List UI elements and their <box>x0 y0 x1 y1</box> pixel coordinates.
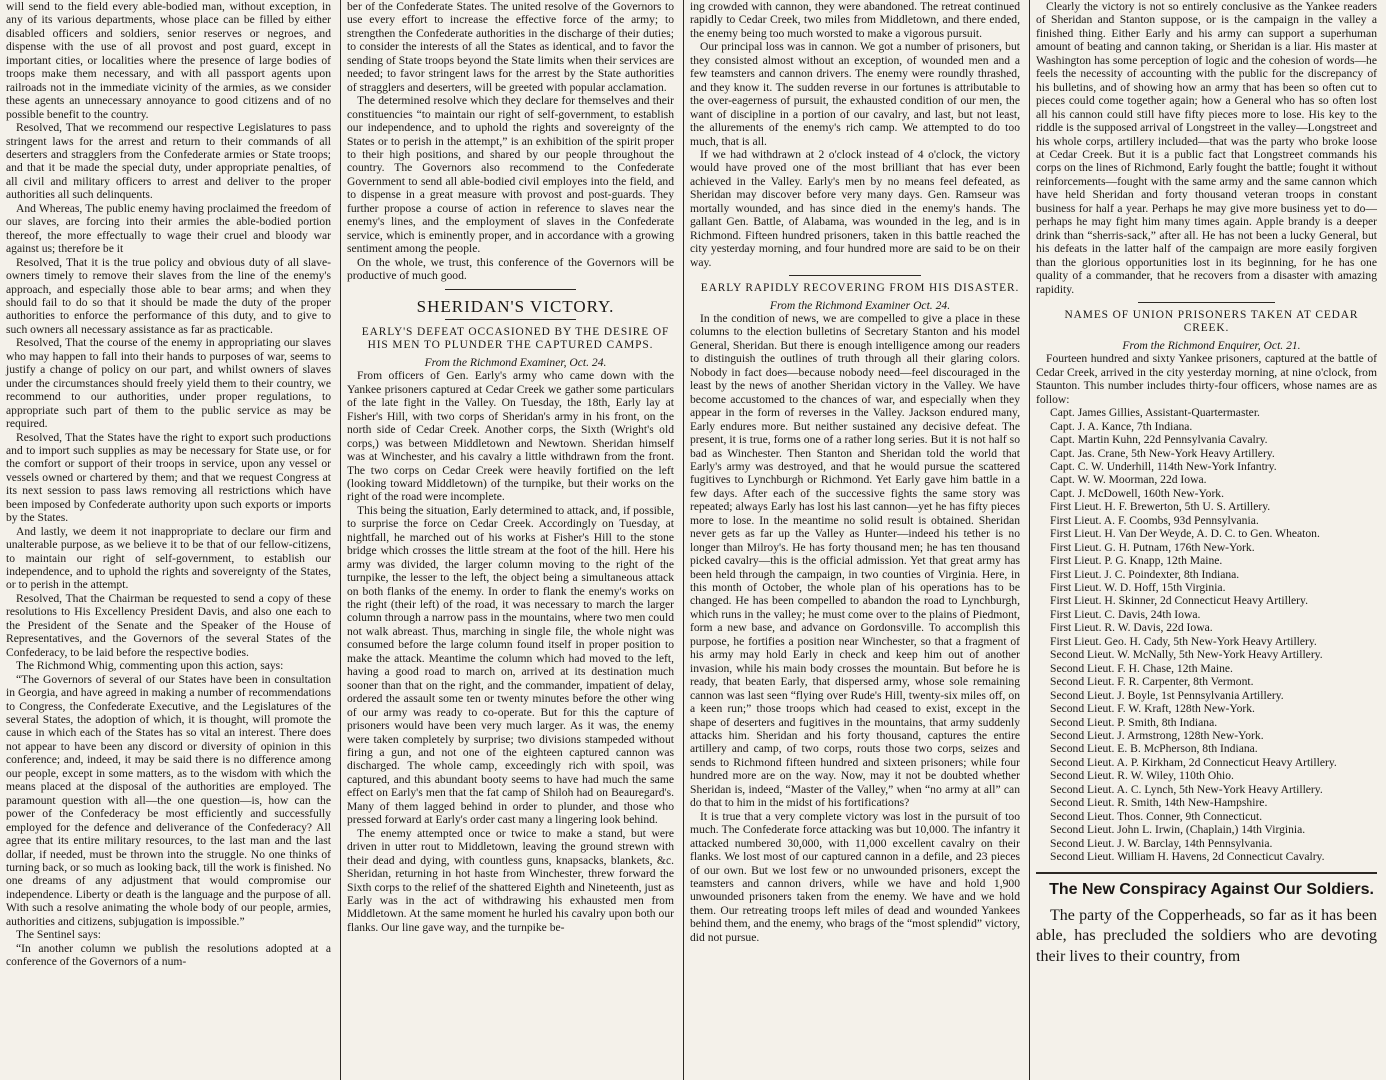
article-heading: SHERIDAN'S VICTORY. <box>416 296 615 316</box>
paragraph: And lastly, we deem it not inappropriate to declare our firm and unalterable purpose, as we believe it to be that of our fellow-citizens, to maintain our right of self-government, to establish our independence, and to uphold the rights and sovereignty of the States, or to perish in the attempt. <box>6 524 331 592</box>
paragraph: If we had withdrawn at 2 o'clock instead of 4 o'clock, the victory would have proved one of the most brilliant that has ever been achieved in the Valley. Early's men by no means feel defeated, as Sheridan may discover before very many days. Gen. Ramseur was mortally wounded, and has since died in the enemy's hands. The gallant Gen. Battle, of Alabama, was wounded in the leg, and is in Richmond. Fifteen hundred prisoners, taken in this battle reached the city yesterday morning, and four hundred more are said to be on their way. <box>690 147 1020 269</box>
list-item: Capt. W. W. Moorman, 22d Iowa. <box>1050 473 1207 487</box>
paragraph: Fourteen hundred and sixty Yankee prisoners, captured at the battle of Cedar Creek, arrived in the city yesterday morning, at nine o'clock, from Staunton. This number includes thirty-four officers, whose names are as follow: <box>1036 352 1377 406</box>
next-article-title: The New Conspiracy Against Our Soldiers. <box>1049 880 1374 898</box>
paragraph: From officers of Gen. Early's army who came down with the Yankee prisoners captured at Cedar Creek we gather some particulars of the late fight in the Valley. On Tuesday, the 18th, Early lay at Fisher's Hill, with two corps of Sheridan's army in his front, on the north side of Cedar Creek. Another corps, the Sixth (Wright's old corps,) was between Middletown and Newtown. Sheridan himself was at Winchester, and his cavalry a little withdrawn from the front. The two corps on Cedar Creek were heavily fortified on the left (looking toward Middletown) of the turnpike, but their works on the right of the road were incomplete. <box>347 369 674 504</box>
divider <box>789 275 921 276</box>
list-item: First Lieut. A. F. Coombs, 93d Pennsylvania. <box>1050 513 1259 527</box>
list-item: First Lieut. P. G. Knapp, 12th Maine. <box>1050 554 1223 568</box>
list-item: Capt. Martin Kuhn, 22d Pennsylvania Cavalry. <box>1050 433 1268 447</box>
column-1 <box>0 0 340 1080</box>
prisoner-name-list <box>1036 406 1377 863</box>
list-item: Second Lieut. R. Smith, 14th New-Hampshire. <box>1050 796 1268 810</box>
quoted-paragraph: “The Governors of several of our States have been in consultation in Georgia, and have agreed in making a number of recommendations to Congress, the Confederate Executive, and the Legislatures of the several States, the adoption of which, it is thought, will promote the cause in which each of the States has so vital an interest. There does not appear to have been any discord or diversity of opinion in this conference; and, indeed, it may be said there is no difference among our people, except in some matters, as to the wisdom with which the means placed at the disposal of the authorities are employed. The paramount question with all—the one question—is, how can the power of the Confederacy be most efficiently and successfully employed for the defence and deliverance of the Confederacy? All agree that its entire military resources, to the last man and the last dollar, if needed, must be thrown into the struggle. No one thinks of turning back, or so much as looking back, till the work is finished. No one dreams of any adjustment that would compromise our independence. Liberty or death is the language and the purpose of all. With such a resolve animating the whole body of our people, armies, authorities and citizens, subjugation is impossible.” <box>6 672 331 928</box>
paragraph: ber of the Confederate States. The united resolve of the Governors to use every effort to increase the effective force of the army; to strengthen the Confederate authorities in the discharge of their duties; to consider the interests of all the States as identical, and to favor the sending of State troops beyond the State limits when their services are needed; to favor stringent laws for the arrest by the State authorities of stragglers and deserters, will be greeted with popular acclamation. <box>347 0 674 94</box>
paragraph: It is true that a very complete victory was lost in the pursuit of too much. The Confederate force attacking was but 10,000. The infantry it attacked numbered 30,000, with 11,000 excellent cavalry on their flanks. We lost most of our captured cannon in a defile, and 23 pieces of our own. But we lost few or no unwounded prisoners, except the teamsters and cannon drivers, while we have and hold 1,900 unwounded prisoners taken from the enemy. We have and we hold them. Our retreating troops left miles of dead and wounded Yankees behind them, and the enemy, who brags of the “most splendid” victory, did not pursue. <box>690 809 1020 944</box>
list-item: Capt. J. A. Kance, 7th Indiana. <box>1050 419 1193 433</box>
article-source: From the Richmond Enquirer, Oct. 21. <box>1122 338 1301 352</box>
list-item: Capt. James Gillies, Assistant-Quartermaster. <box>1050 406 1260 420</box>
paragraph: Clearly the victory is not so entirely conclusive as the Yankee readers of Sheridan and Stanton suppose, or is the campaign in the valley a finished thing. Either Early and his army can support a superhuman amount of beating and cannon taking, or Sheridan is a liar. His master at Washington has some perception of logic and the cohesion of words—he feels the necessity of accounting with the public for the discrepancy of his bulletins, and of showing how an army that has been so often cut to pieces could come together again; how a General who has so often lost all his cannon could still have fifty pieces more to lose. His key to the riddle is the supposed arrival of Longstreet in the valley—Longstreet and his whole corps, artillery included—that was the party who broke loose at Cedar Creek. But it is a public fact that Longstreet commands his corps on the lines of Richmond, Early fought the battle; fought it without reinforcements—fought with the same army and the same cannon which have held Sheridan and forty thousand veteran troops in constant business for half a year. Perhaps he may give more business yet to do—perhaps he may fight him many times again. Apple brandy is a deeper drink than “sherris-sack,” after all. He has not been a lucky General, but his defeats in the latter half of the campaign are more easily forgiven than the glorious opportunities lost in its beginning, for he has one quality of a commander, that he recovers from a disaster with amazing rapidity. <box>1036 0 1377 296</box>
article-heading: NAMES OF UNION PRISONERS TAKEN AT CEDAR CREEK. <box>1064 308 1359 335</box>
list-item: Second Lieut. Thos. Conner, 9th Connecticut. <box>1050 809 1263 823</box>
list-item: Second Lieut. J. Boyle, 1st Pennsylvania Artillery. <box>1050 688 1284 702</box>
list-item: First Lieut. C. Davis, 24th Iowa. <box>1050 607 1201 621</box>
next-article-lead: The party of the Copperheads, so far as it has been able, has precluded the soldiers who are devoting their lives to their country, from <box>1036 906 1377 965</box>
list-item: First Lieut. Geo. H. Cady, 5th New-York Heavy Artillery. <box>1050 634 1317 648</box>
paragraph: Resolved, That we recommend our respective Legislatures to pass stringent laws for the arrest and return to their commands of all deserters and stragglers from the Confederate armies or State troops; and that it be made the special duty, under appropriate penalties, of all civil and military officers to arrest and deliver to the proper authorities all such delinquents. <box>6 121 331 202</box>
list-item: Second Lieut. J. W. Barclay, 14th Pennsylvania. <box>1050 836 1273 850</box>
list-item: Second Lieut. F. W. Kraft, 128th New-York. <box>1050 702 1255 716</box>
paragraph: Resolved, That the course of the enemy in appropriating our slaves who may happen to fall into their hands to purposes of war, seems to justify a change of policy on our part, and whilst owners of slaves under the circumstances should freely yield them to their country, we recommend to our authorities, under proper regulations, to appropriate such part of them to the public service as may be required. <box>6 336 331 431</box>
paragraph: In the condition of news, we are compelled to give a place in these columns to the election bulletins of Secretary Stanton and his model General, Sheridan. But there is enough intelligence among our readers to distinguish the outlines of truth through all their glaring colors. Nobody in fact does—because nobody need—feel discouraged in the least by the news of another Sheridan victory in the Valley. We have become accustomed to the chances of war, and especially when they appear in the form of reverses in the Valley. Jackson endured many, Early endures more. But neither sustained any decisive defeat. The present, it is true, forms one of a rather long series. But it is not half so bad as Winchester. Then Stanton and Sheridan told the world that Early's army was destroyed, and that he would pursue the scattered fugitives to Lynchburgh or Richmond. Yet Early gave him battle in a few days. After each of the successive fights the same story was repeated; always Early has lost his last cannon—yet he has fifty pieces more to lose. In the meantime no solid result is obtained. Sheridan never gets as far up the Valley as Hunter—indeed his tether is no longer than Milroy's. He has forty thousand men; he has ten thousand picked cavalry—this is the official admission. Yet that great army has been held through the campaign, in two counties of Virginia. Here, in this month of October, the whole plan of his operations has to be changed. He has been compelled to abandon the road to Lynchburgh, which runs in the valley; he must come over to the plains of Piedmont, form a new base, and advance on Gordonsville. To accomplish this purpose, he fortifies a position near Winchester, so that a fragment of his army may hold Early in check and keep him out of another invasion, while his main body crosses the mountain. But before he is ready, that beaten Early, that dispersed army, whose sole remaining cannon was last seen “flying over Rude's Hill, twenty-six miles off, on a keen run;” those troops which had ceased to exist, except in the shape of deserters and fugitives in the mountains, that army suddenly attacks him. Sheridan and his forty thousand, captures the entire artillery and camp, of two corps, routs those two corps, seizes and sends to Richmond fifteen hundred and sixteen prisoners; while four hundred more are on the way. Now, may it not be doubted whether Sheridan is, indeed, “Master of the Valley,” when “no army at all” can do that to him in the midst of his fortifications? <box>690 311 1020 810</box>
list-item: First Lieut. J. C. Poindexter, 8th Indiana. <box>1050 567 1240 581</box>
article-heading: EARLY RAPIDLY RECOVERING FROM HIS DISASTER. <box>700 282 1020 295</box>
quoted-paragraph: “In another column we publish the resolutions adopted at a conference of the Governors of a num- <box>6 941 331 969</box>
column-4 <box>1029 0 1386 1080</box>
list-item: Second Lieut. F. R. Carpenter, 8th Vermont. <box>1050 675 1254 689</box>
list-item: Capt. Jas. Crane, 5th New-York Heavy Artillery. <box>1050 446 1275 460</box>
list-item: First Lieut. H. Van Der Weyde, A. D. C. to Gen. Wheaton. <box>1050 527 1320 541</box>
paragraph: The Richmond Whig, commenting upon this action, says: <box>16 659 284 673</box>
list-item: Second Lieut. E. B. McPherson, 8th Indiana. <box>1050 742 1258 756</box>
list-item: First Lieut. W. D. Hoff, 15th Virginia. <box>1050 581 1226 595</box>
list-item: First Lieut. H. Skinner, 2d Connecticut Heavy Artillery. <box>1050 594 1308 608</box>
list-item: Second Lieut. John L. Irwin, (Chaplain,) 14th Virginia. <box>1050 823 1306 837</box>
list-item: Second Lieut. J. Armstrong, 128th New-York. <box>1050 729 1264 743</box>
list-item: Second Lieut. P. Smith, 8th Indiana. <box>1050 715 1218 729</box>
list-item: First Lieut. G. H. Putnam, 176th New-York. <box>1050 540 1255 554</box>
paragraph: This being the situation, Early determined to attack, and, if possible, to surprise the force on Cedar Creek. Accordingly on Tuesday, at nightfall, he marched out of his works at Fisher's Hill to the stone bridge which crosses the little stream at the foot of the hill. Here his army was divided, the larger column moving to the right of the turnpike, the lesser to the left, the object being a simultaneous attack on both flanks of the enemy. In order to flank the enemy's works on the right (their left) of the road, it was necessary to march the larger column through a narrow pass in the mountains, where two men could not walk abreast. Thus, marching in single file, the whole night was consumed before the large column found itself in proper position to make the attack. Meantime the column which had moved to the left, having a good road to march on, arrived at its destination much sooner than that on the right, and the commander, impatient of delay, ordered the assault some ten or twenty minutes before the other wing of our army was ready to co-operate. But for this the capture of prisoners would have been very much larger. As it was, the enemy were taken completely by surprise; two divisions stampeded without firing a gun, and not one of the eighteen captured cannon was discharged. The whole camp, exceedingly rich with spoil, was captured, and this abundant booty seems to have had much the same effect on Early's men that the fat camp of Shiloh had on Beauregard's. Many of them lagged behind in order to plunder, and those who pressed forward at Early's order cast many a lingering look behind. <box>347 503 674 827</box>
paragraph: Our principal loss was in cannon. We got a number of prisoners, but they consisted almost without an exception, of wounded men and a few teamsters and cannon drivers. The enemy were roundly thrashed, and they know it. The sudden reverse in our fortunes is attributable to the over-eagerness of pursuit, the exhausted condition of our men, the want of discipline in a portion of our cavalry, and last, but not least, the allurements of the enemy's rich camp. We attempted to do too much, that is all. <box>690 40 1020 148</box>
paragraph: And Whereas, The public enemy having proclaimed the freedom of our slaves, are forcing into their armies the able-bodied portion thereof, the more effectually to wage their cruel and bloody war against us; therefore be it <box>6 201 331 256</box>
list-item: Second Lieut. W. McNally, 5th New-York Heavy Artillery. <box>1050 648 1323 662</box>
article-source: From the Richmond Examiner, Oct. 24. <box>424 355 607 369</box>
paragraph: The enemy attempted once or twice to make a stand, but were driven in utter rout to Middletown, leaving the ground strewn with their dead and dying, with countless guns, knapsacks, blankets, &c. Sheridan, returning in hot haste from Winchester, threw forward the Sixth corps to the relief of the shattered Eighth and Nineteenth, just as Early was in the act of withdrawing his exhausted men from Middletown. At the same moment he hurled his cavalry upon both our flanks. Our line gave way, and the turnpike be- <box>347 826 674 934</box>
paragraph: Resolved, That the Chairman be requested to send a copy of these resolutions to His Excellency President Davis, and also one each to the President of the Senate and the Speaker of the House of Representatives, and the Governors of the several States of the Confederacy, to be laid before the respective bodies. <box>6 591 331 659</box>
paragraph: will send to the field every able-bodied man, without exception, in any of its various departments, whose place can be filled by either disabled officers and soldiers, senior reserves or negroes, and dispense with the use of all provost and post guard, except in important cities, or localities where the presence of large bodies of troops make them necessary, and with all passport agents upon railroads not in the immediate vicinity of the armies, as we consider these agents an unnecessary annoyance to good citizens and of no possible benefit to the country. <box>6 0 331 121</box>
paragraph: Resolved, That it is the true policy and obvious duty of all slave-owners timely to remove their slaves from the line of the enemy's approach, and especially those able to bear arms; and when they should fail to do so that it should be made the duty of the proper authorities to enforce the performance of this duty, and to give to such owners all necessary assistance as far as practicable. <box>6 255 331 336</box>
list-item: Second Lieut. F. H. Chase, 12th Maine. <box>1050 661 1233 675</box>
paragraph: The Sentinel says: <box>16 928 102 942</box>
list-item: Second Lieut. A. C. Lynch, 5th New-York Heavy Artillery. <box>1050 782 1323 796</box>
list-item: Capt. J. McDowell, 160th New-York. <box>1050 486 1225 500</box>
list-item: Capt. C. W. Underhill, 114th New-York Infantry. <box>1050 459 1277 473</box>
column-3 <box>683 0 1029 1080</box>
article-subheading: EARLY'S DEFEAT OCCASIONED BY THE DESIRE OF HIS MEN TO PLUNDER THE CAPTURED CAMPS. <box>361 325 670 352</box>
divider <box>445 289 576 290</box>
column-2 <box>340 0 683 1080</box>
paragraph: Resolved, That the States have the right to export such productions and to import such supplies as may be necessary for State use, or for the comfort or support of their troops in service, upon any vessel or vessels owned or chartered by them; and that we request Congress at its next session to pass laws removing all restrictions which have been imposed by Confederate authority upon such exports or imports by the States. <box>6 430 331 525</box>
list-item: Second Lieut. William H. Havens, 2d Connecticut Cavalry. <box>1050 850 1325 864</box>
list-item: Second Lieut. R. W. Wiley, 110th Ohio. <box>1050 769 1234 783</box>
list-item: First Lieut. R. W. Davis, 22d Iowa. <box>1050 621 1213 635</box>
divider <box>1138 302 1274 303</box>
paragraph: On the whole, we trust, this conference of the Governors will be productive of much good. <box>347 255 674 283</box>
list-item: Second Lieut. A. P. Kirkham, 2d Connecticut Heavy Artillery. <box>1050 755 1337 769</box>
paragraph: ing crowded with cannon, they were abandoned. The retreat continued rapidly to Cedar Creek, two miles from Middletown, and there ended, the enemy being too much worsted to make a vigorous pursuit. <box>690 0 1020 40</box>
list-item: First Lieut. H. F. Brewerton, 5th U. S. Artillery. <box>1050 500 1271 514</box>
divider <box>445 319 576 320</box>
article-source: From the Richmond Examiner Oct. 24. <box>769 298 951 312</box>
paragraph: The determined resolve which they declare for themselves and their constituencies “to maintain our right of self-government, to establish our independence, and to uphold the rights and sovereignty of the States or to perish in the attempt,” is an exhibition of the spirit proper to their high positions, and shared by our people throughout the country. The Governors also recommend to the Confederate Government to send all able-bodied civil employes into the field, and to dispense in a great measure with provost and post-guards. They further propose a course of action in reference to slaves near the enemy's lines, and the employment of slaves in the Confederate service, which is eminently proper, and in accordance with a growing sentiment among the people. <box>347 94 674 256</box>
next-article <box>1036 872 1377 968</box>
